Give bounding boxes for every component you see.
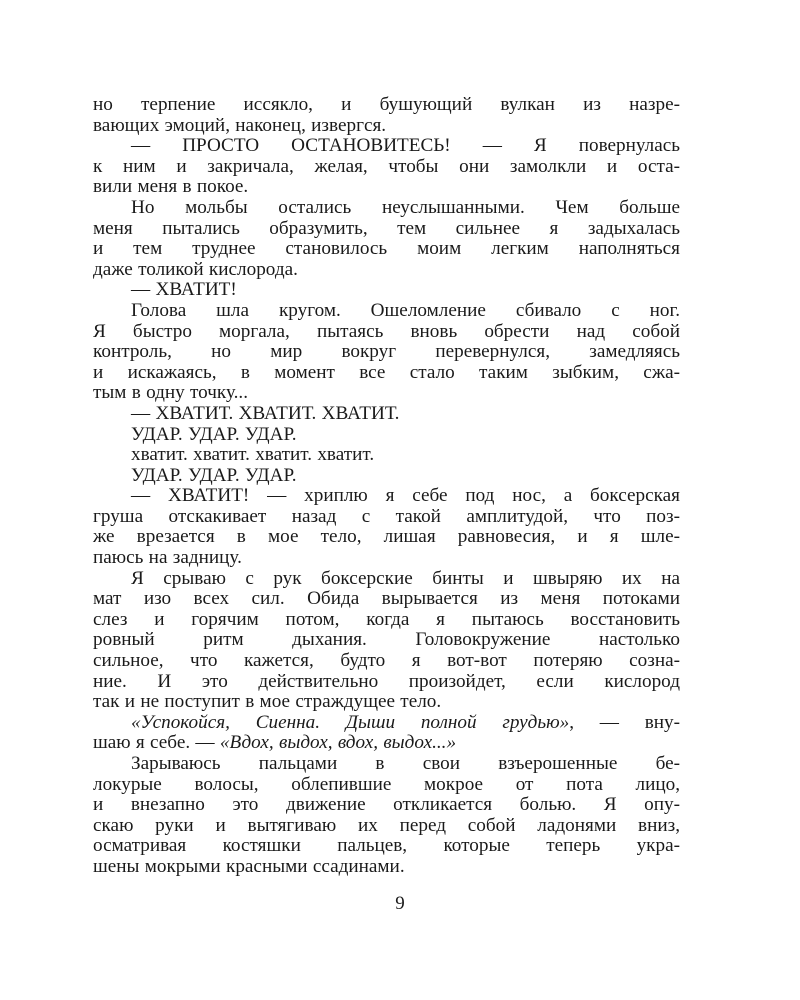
line-text: Голова шла кругом. Ошеломление сбивало с ног.	[131, 299, 680, 321]
line-text: — ХВАТИТ! — хриплю я себе под нос, а боксерская	[131, 485, 680, 507]
text-line	[93, 136, 680, 157]
text-line	[93, 816, 680, 837]
line-text: Я быстро моргала, пытаясь вновь обрести над собой	[93, 320, 680, 342]
line-text: — ХВАТИТ. ХВАТИТ. ХВАТИТ.	[131, 402, 400, 424]
line-text: паюсь на задницу.	[93, 547, 242, 569]
line-text: — ХВАТИТ!	[131, 279, 237, 301]
text-line	[93, 445, 680, 466]
text-line	[93, 630, 680, 651]
line-text: вающих эмоций, наконец, извергся.	[93, 114, 387, 136]
line-text: локурые волосы, облепившие мокрое от пота лицо,	[93, 773, 680, 795]
line-text: так и не поступит в мое страждущее тело.	[93, 691, 442, 713]
text-line	[93, 857, 680, 878]
text-line	[93, 754, 680, 775]
text-line	[93, 383, 680, 404]
line-text: сильное, что кажется, будто я вот-вот потеряю созна-	[93, 650, 680, 672]
text-line	[93, 651, 680, 672]
text-line	[93, 507, 680, 528]
line-text: — ПРОСТО ОСТАНОВИТЕСЬ! — Я повернулась	[131, 135, 680, 157]
line-text: осматривая костяшки пальцев, которые теперь укра-	[93, 835, 680, 857]
text-block	[93, 95, 680, 878]
text-line	[93, 672, 680, 693]
italic-quote: «Вдох, выдох, вдох, выдох...»	[219, 732, 457, 754]
line-text: вили меня в покое.	[93, 176, 249, 198]
page-body	[93, 95, 680, 895]
line-text: контроль, но мир вокруг перевернулся, замедляясь	[93, 341, 680, 363]
line-text: скаю руки и вытягиваю их перед собой ладонями вниз,	[93, 814, 680, 836]
text-line	[93, 342, 680, 363]
text-line	[93, 363, 680, 384]
line-text: хватит. хватит. хватит. хватит.	[131, 444, 375, 466]
line-text: и внезапно это движение откликается болью. Я опу-	[93, 794, 680, 816]
line-text: УДАР. УДАР. УДАР.	[131, 464, 297, 486]
text-line	[93, 466, 680, 487]
italic-quote: «Успокойся, Сиенна. Дыши полной грудью»	[131, 711, 570, 733]
text-line	[93, 775, 680, 796]
line-text: же врезается в мое тело, лишая равновесия, и я шле-	[93, 526, 680, 548]
line-text: шены мокрыми красными ссадинами.	[93, 855, 405, 877]
text-line	[93, 836, 680, 857]
line-text: груша отскакивает назад с такой амплитудой, что поз-	[93, 505, 680, 527]
text-line	[93, 404, 680, 425]
text-line	[93, 280, 680, 301]
line-text: УДАР. УДАР. УДАР.	[131, 423, 297, 445]
text-line	[93, 219, 680, 240]
text-line	[93, 527, 680, 548]
text-line	[93, 301, 680, 322]
line-text: Зарываюсь пальцами в свои взъерошенные бе-	[131, 753, 680, 774]
text-line	[93, 95, 680, 116]
line-text: тым в одну точку...	[93, 382, 249, 404]
text-line	[93, 692, 680, 713]
text-line	[93, 157, 680, 178]
text-line	[93, 569, 680, 590]
line-text: ровный ритм дыхания. Головокружение настолько	[93, 629, 680, 651]
line-text: к ним и закричала, желая, чтобы они замолкли и оста-	[93, 155, 680, 177]
line-text: мат изо всех сил. Обида вырывается из меня потоками	[93, 588, 680, 610]
line-text: даже толикой кислорода.	[93, 258, 298, 280]
text-line	[93, 177, 680, 198]
line-text: но терпение иссякло, и бушующий вулкан из назре-	[93, 94, 680, 115]
text-line	[93, 548, 680, 569]
page-number: 9	[395, 893, 405, 914]
line-text: и тем труднее становилось моим легким наполняться	[93, 238, 680, 260]
text-line	[93, 116, 680, 137]
text-line	[93, 733, 680, 754]
text-line	[93, 322, 680, 343]
line-text: меня пытались образумить, тем сильнее я задыхалась	[93, 217, 680, 239]
line-text: , — вну-	[569, 711, 681, 733]
line-text: слез и горячим потом, когда я пытаюсь восстановить	[93, 608, 680, 630]
text-line	[93, 198, 680, 219]
text-line	[93, 239, 680, 260]
line-text: Я срываю с рук боксерские бинты и швыряю их на	[131, 567, 680, 589]
line-text: Но мольбы остались неуслышанными. Чем больше	[131, 196, 680, 218]
text-line	[93, 713, 680, 734]
text-line	[93, 589, 680, 610]
line-text: ние. И это действительно произойдет, если кислород	[93, 670, 680, 692]
text-line	[93, 486, 680, 507]
text-line	[93, 260, 680, 281]
text-line	[93, 795, 680, 816]
line-text: шаю я себе. —	[93, 732, 220, 754]
line-text: и искажаясь, в момент все стало таким зыбким, сжа-	[93, 361, 680, 383]
text-line	[93, 610, 680, 631]
text-line	[93, 425, 680, 446]
